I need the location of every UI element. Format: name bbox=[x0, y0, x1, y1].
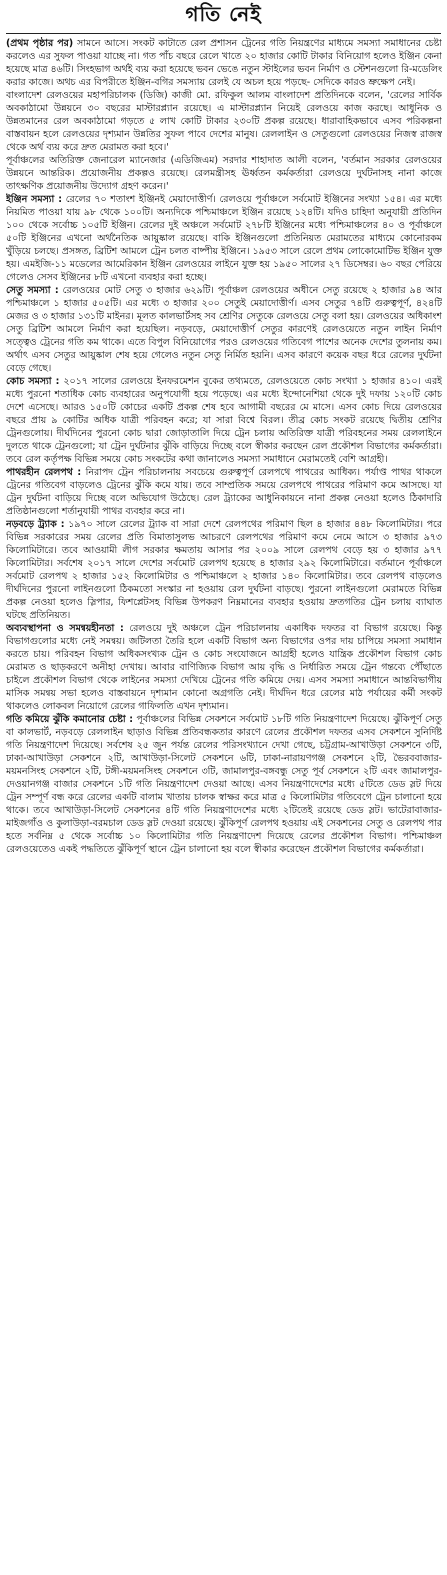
paragraph bbox=[6, 154, 442, 193]
paragraph bbox=[6, 375, 442, 466]
paragraph bbox=[6, 37, 442, 89]
paragraph-lead: কোচ সমস্যা : bbox=[6, 376, 60, 387]
paragraph-text: নিরাপদ ট্রেন পরিচালনায় সবচেয়ে গুরুত্বপূর্ণ রেলপথে পাথরের আধিক্য। পর্যাপ্ত পাথর থাকলে ট্রেনের গতিবেগ বাড়লেও ট্রেনের ঝুঁকি কমে যায়। তবে সাম্প্রতিক সময়ে রেলপথে পাথরের পরিমাণ কমে আসছে। যা ট্রেন দুর্ঘটনা বাড়িয়ে দিচ্ছে বলে অভিযোগ উঠেছে। রেল ট্র্যাকের আধুনিকায়নে নানা প্রকল্প নেওয়া হলেও ঠিকাদারি প্রতিষ্ঠানগুলো শর্তানুযায়ী পাথর ব্যবহার করে না। bbox=[6, 467, 442, 517]
headline-divider bbox=[6, 33, 441, 34]
paragraph bbox=[6, 89, 442, 154]
paragraph-text: ১৯৭০ সালে রেলের ট্র্যাক বা সারা দেশে রেলপথের পরিমাণ ছিল ৪ হাজার ৪৪৮ কিলোমিটার। পরে বিভিন্ন সরকারের সময় রেলের প্রতি বিমাতাসুলভ আচরণে রেলপথের পরিমাণ কমে নেমে আসে ৩ হাজার ৯৭৩ কিলোমিটারে। তবে আওয়ামী লীগ সরকার ক্ষমতায় আসার পর ২০০৯ সালে রেলপথ বেড়ে হয় ৩ হাজার ৯৭৭ কিলোমিটার। সর্বশেষ ২০১৭ সালে দেশের সর্বমোট রেলপথ হয়েছে ৪ হাজার ২৯২ কিলোমিটারে। বর্তমানে পূর্বাঞ্চলে সর্বমোট রেলপথ ২ হাজার ১৫২ কিলোমিটার ও পশ্চিমাঞ্চলে ২ হাজার ১৪০ কিলোমিটার। তবে রেলপথ বাড়লেও দীর্ঘদিনের পুরনো লাইনগুলো ঠিকমতো সংস্কার না হওয়ায় রেল দুর্ঘটনা বাড়ছে। পুরনো লাইনগুলো মেরামতে বিভিন্ন প্রকল্প নেওয়া হলেও স্লিপার, ফিশপ্লেটসহ বিভিন্ন উপকরণ নিম্নমানের ব্যবহার হওয়ায় দ্রুতগতির ট্রেন চলায় ব্যাঘাত ঘটছে প্রতিনিয়ত। bbox=[6, 519, 442, 621]
paragraph-lead: (প্রথম পৃষ্ঠার পর) bbox=[6, 38, 74, 49]
paragraph-lead: পাথরহীন রেলপথ : bbox=[6, 467, 82, 478]
paragraph-text: রেলওয়ে দুই অঞ্চলে ট্রেন পরিচালনায় একাধিক দফতর বা বিভাগ রয়েছে। কিন্তু বিভাগগুলোর মধ্যে নেই সমন্বয়। জটিলতা তৈরি হলে একটি বিভাগ অন্য বিভাগের ওপর দায় চাপিয়ে সমস্যা সমাধান করতে চায়। পরিবহন বিভাগ অধিকসংখ্যক ট্রেন ও কোচ সংযোজনে আগ্রহী হলেও যান্ত্রিক প্রকৌশল বিভাগ কোচ মেরামত ও ছাড়করণে অনীহা দেখায়। আবার বাণিজ্যিক বিভাগ আয় বৃদ্ধি ও নির্ধারিত সময়ে ট্রেন গন্তব্যে পৌঁছাতে চাইলে প্রকৌশল বিভাগ থেকে লাইনের সমস্যা দেখিয়ে ট্রেনের গতি কমিয়ে দেয়। এসব সমস্যা সমাধানে আন্তবিভাগীয় মাসিক সমন্বয় সভা হলেও বাস্তবায়নে দৃশ্যমান কোনো অগ্রগতি নেই। দীর্ঘদিন ধরে রেলের মাঠ পর্যায়ের কর্মী সংকট থাকলেও লোকবল নিয়োগে রেলের গাফিলতি এখন দৃশ্যমান। bbox=[6, 623, 442, 712]
paragraph-text: রেলের ৭০ শতাংশ ইঞ্জিনই মেয়াদোত্তীর্ণ। রেলওয়ে পূর্বাঞ্চলে সর্বমোট ইঞ্জিনের সংখ্যা ১৫৪। এর মধ্যে নিয়মিত পাওয়া যায় ৯৮ থেকে ১০০টি। অন্যদিকে পশ্চিমাঞ্চলে ইঞ্জিন রয়েছে ১২৪টি। যদিও চাহিদা অনুযায়ী প্রতিদিন ১০০ থেকে সর্বোচ্চ ১০৫টি ইঞ্জিন। রেলের দুই অঞ্চলে সর্বমোট ২৭৮টি ইঞ্জিনের মধ্যে পশ্চিমাঞ্চলের ৪০ ও পূর্বাঞ্চলে ৫০টি ইঞ্জিনের এখনো অর্থনৈতিক আয়ুষ্কাল রয়েছে। বাকি ইঞ্জিনগুলো প্রতিনিয়ত মেরামতের মাধ্যমে কোনোরকম খুঁড়িয়ে চলছে। প্রসঙ্গত, ব্রিটিশ আমলে ট্রেন চলত বাষ্পীয় ইঞ্জিনে। ১৯৫৩ সালে রেলে প্রথম লোকোমোটিভ ইঞ্জিন যুক্ত হয়। এমইজি-১১ মডেলের আমেরিকান ইঞ্জিন রেলওয়ের লাইনে যুক্ত হয় ১৯৫০ সালের ২৭ ডিসেম্বর। ৬০ বছর পেরিয়ে গেলেও সেসব ইঞ্জিনের ৮টি এখনো ব্যবহার করা হচ্ছে। bbox=[6, 194, 442, 283]
paragraph-text: পূর্বাঞ্চলের অতিরিক্ত জেনারেল ম্যানেজার (এডিজিএম) সরদার শাহাদাত আলী বলেন, 'বর্তমান সরকার রেলওয়ের উন্নয়নে আন্তরিক। প্রয়োজনীয় প্রকল্পও রয়েছে। রেলমন্ত্রীসহ ঊর্ধ্বতন কর্মকর্তারা রেলওয়ে দুর্ঘটনাসহ নানা কাজে তাৎক্ষণিক প্রয়োজনীয় উদ্যোগ গ্রহণ করেন।' bbox=[6, 155, 442, 192]
paragraph bbox=[6, 193, 442, 284]
paragraph-text: পূর্বাঞ্চলের বিভিন্ন সেকশনে সর্বমোট ১৮টি গতি নিয়ন্ত্রণাদেশ দিয়েছে। ঝুঁকিপূর্ণ সেতু বা কালভার্ট, নড়বড়ে রেললাইন ছাড়াও বিভিন্ন প্রতিবন্ধকতার কারণে রেলের প্রকৌশল দফতর এসব সেকশনে সুনির্দিষ্ট গতি নিয়ন্ত্রণাদেশ দিয়েছে। সর্বশেষ ২৫ জুন পর্যন্ত রেলের পরিসংখ্যানে দেখা গেছে, চট্টগ্রাম-আখাউড়া সেকশনে ৩টি, ঢাকা-আখাউড়া সেকশনে ২টি, আখাউড়া-সিলেট সেকশনে ৬টি, ঢাকা-নারায়ণগঞ্জ সেকশনে ২টি, ভৈরববাজার-ময়মনসিংহ সেকশনে ২টি, টঙ্গী-ময়মনসিংহ সেকশনে ৩টি, জামালপুর-বঙ্গবন্ধু সেতু পূর্ব সেকশনে ২টি এবং জামালপুর-দেওয়ানগঞ্জ বাজার সেকশনে ১টি গতি নিয়ন্ত্রণাদেশ দেওয়া আছে। এসব নিয়ন্ত্রণাদেশের মধ্যে ৫টিতে ডেড স্লট দিয়ে ট্রেন সম্পূর্ণ বন্ধ করে রেলের একটি বালাম খাতায় চালক স্বাক্ষর করে মাত্র ৫ কিলোমিটার গতিবেগে ট্রেন চালানো হয়ে থাকে। তবে আখাউড়া-সিলেট সেকশনের ৪টি গতি নিয়ন্ত্রণাদেশের মধ্যে ২টিতেই রয়েছে ডেড স্লট। ভাটেরাবাজার-মাইজগাঁও ও কুলাউড়া-বরমচাল ডেড স্লট দেওয়া রয়েছে। ঝুঁকিপূর্ণ রেলপথ হওয়ায় এই সেকশনের সেতু ও রেলপথ পার হতে সর্বনিম্ন ৫ থেকে সর্বোচ্চ ১০ কিলোমিটার গতি নিয়ন্ত্রণাদেশ দিয়েছে রেলের প্রকৌশল বিভাগ। পশ্চিমাঞ্চল রেলওয়েতেও একই পদ্ধতিতে ঝুঁকিপূর্ণ স্থানে ট্রেন চালানো হয় বলে স্বীকার করেছেন প্রকৌশল বিভাগের কর্মকর্তারা। bbox=[6, 714, 442, 855]
paragraph bbox=[6, 284, 442, 375]
paragraph-lead: গতি কমিয়ে ঝুঁকি কমানোর চেষ্টা : bbox=[6, 714, 134, 725]
paragraph bbox=[6, 466, 442, 518]
paragraph-lead: নড়বড়ে ট্র্যাক : bbox=[6, 519, 65, 530]
paragraph-lead: সেতু সমস্যা : bbox=[6, 285, 59, 296]
paragraph bbox=[6, 518, 442, 622]
paragraph-lead: অব্যবস্থাপনা ও সমন্বয়হীনতা : bbox=[6, 623, 124, 634]
headline-container bbox=[0, 0, 447, 32]
paragraph-text: রেলওয়ের মোট সেতু ৩ হাজার ৬২৯টি। পূর্বাঞ্চল রেলওয়ের অধীনে সেতু রয়েছে ২ হাজার ৯৪ আর পশ্চিমাঞ্চলে ১ হাজার ৫০৫টি। এর মধ্যে ৩ হাজার ২০০ সেতুই মেয়াদোত্তীর্ণ। এসব সেতুর ৭৪টি গুরুত্বপূর্ণ, ৪২৪টি মেজর ও ৩ হাজার ১৩১টি মাইনর। মূলত কালভার্টসহ সব শ্রেণির সেতুকে রেলওয়ে সেতু বলা হয়। রেলওয়ের অধিকাংশ সেতু ব্রিটিশ আমলে নির্মাণ করা হয়েছিল। নড়বড়ে, মেয়াদোত্তীর্ণ সেতুর কারণেই রেলওয়েতে নতুন লাইন নির্মাণ সত্ত্বেও ট্রেনের গতি কম থাকে। এতে বিপুল বিনিয়োগের পরও রেলওয়ের গতিবেগ পাশের অনেক দেশের তুলনায় কম। অর্থাৎ এসব সেতুর আয়ুষ্কাল শেষ হয়ে গেলেও নতুন সেতু নির্মিত হয়নি। এসব কারণে কয়েক বছর ধরে রেলের দুর্ঘটনা বেড়ে গেছে। bbox=[6, 285, 442, 374]
article-headline: গতি নেই bbox=[185, 1, 262, 26]
paragraph-text: বাংলাদেশ রেলওয়ের মহাপরিচালক (ডিজি) কাজী মো. রফিকুল আলম বাংলাদেশ প্রতিদিনকে বলেন, 'রেলের সার্বিক অবকাঠামো উন্নয়নে ৩০ বছরের মাস্টারপ্ল্যান রয়েছে। এ মাস্টারপ্ল্যান নিয়েই রেলওয়ে কাজ করছে। আধুনিক ও উন্নতমানের রেল অবকাঠামো গড়তে ৫ লাখ কোটি টাকার ২৩০টি প্রকল্প রয়েছে। ধারাবাহিকভাবে এসব পরিকল্পনা বাস্তবায়ন হলে রেলওয়ের দৃশ্যমান উন্নতির সুফল পাবে দেশের মানুষ। রেললাইন ও সেতুগুলো রেলওয়ের নিজস্ব রাজস্ব থেকে অর্থ ব্যয় করে দ্রুত মেরামত করা হবে।' bbox=[6, 90, 442, 153]
paragraph-text: ২০১৭ সালের রেলওয়ে ইনফরমেশন বুকের তথ্যমতে, রেলওয়েতে কোচ সংখ্যা ১ হাজার ৪১০। এরই মধ্যে পুরনো শতাধিক কোচ ব্যবহারের অনুপযোগী হয়ে পড়েছে। এর মধ্যে ইন্দোনেশিয়া থেকে দুই দফায় ১২০টি কোচ দেশে এসেছে। আরও ১৫০টি কোচের একটি প্রকল্প শেষ হবে আগামী বছরের মে মাসে। এসব কোচ দিয়ে রেলওয়ের বছরে প্রায় ৯ কোটির অধিক যাত্রী পরিবহন করে; যা সারা বিশ্বে বিরল। তীব্র কোচ সংকট রয়েছে দ্বিতীয় শ্রেণির ট্রেনগুলোয়। দীর্ঘদিনের পুরনো কোচ দ্বারা জোড়াতালি দিয়ে ট্রেন চলায় অতিরিক্ত যাত্রী পরিবহনের সময় রেললাইনে দুলতে থাকে ট্রেনগুলো; যা ট্রেন দুর্ঘটনার ঝুঁকি বাড়িয়ে দিচ্ছে বলে স্বীকার করছেন রেল প্রকৌশল বিভাগের কর্মকর্তারা। তবে রেল কর্তৃপক্ষ বিভিন্ন সময়ে কোচ সংকটের কথা জানালেও সমস্যা সমাধানে মেরামতেই বেশি আগ্রহী। bbox=[6, 376, 442, 465]
paragraph bbox=[6, 622, 442, 713]
paragraph-lead: ইঞ্জিন সমস্যা : bbox=[6, 194, 62, 205]
paragraph-text: সামনে আসে। সংকট কাটাতে রেল প্রশাসন ট্রেনের গতি নিয়ন্ত্রণের মাধ্যমে সমস্যা সমাধানের চেষ্টা করলেও এর সুফল পাওয়া যাচ্ছে না। গত পাঁচ বছরে রেলে খাতে ২০ হাজার কোটি টাকার বিনিয়োগ হলেও ইঞ্জিন কেনা হয়েছে মাত্র ৪৬টি। সিংহভাগ অর্থই ব্যয় করা হয়েছে ভবন ভেঙে নতুন স্টাইলের ভবন নির্মাণ ও স্টেশনগুলো রি-মডেলিং করার কাজে। অথচ এর বিপরীতে ইঞ্জিন-বগির সমস্যায় রেলই যে অচল হয়ে পড়ছে- সেদিকে কারও ভ্রুক্ষেপ নেই। bbox=[6, 38, 442, 88]
article-body bbox=[6, 37, 442, 1571]
paragraph bbox=[6, 713, 442, 856]
